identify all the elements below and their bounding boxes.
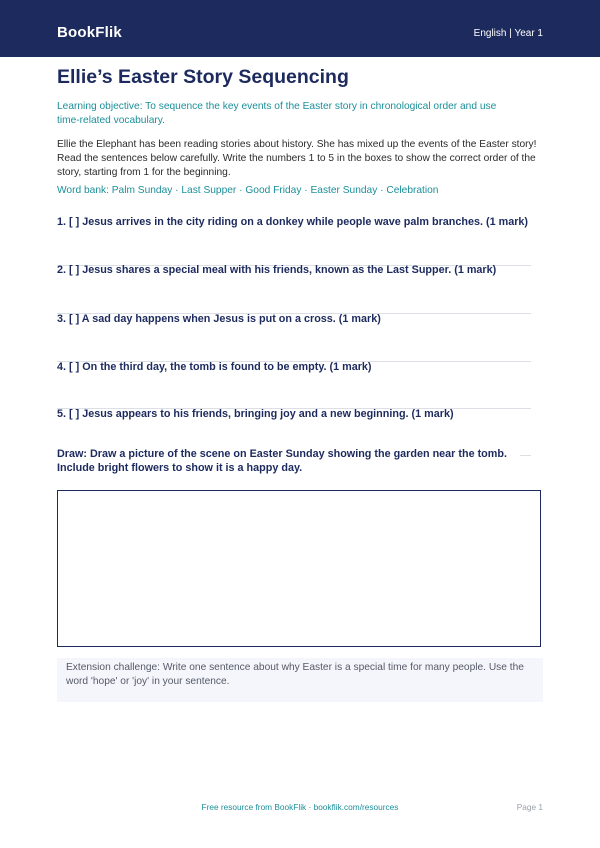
- question-3[interactable]: 3. [ ] A sad day happens when Jesus is put on a cross. (1 mark): [57, 313, 381, 325]
- question-4[interactable]: 4. [ ] On the third day, the tomb is found to be empty. (1 mark): [57, 361, 372, 373]
- extension-challenge: Extension challenge: Write one sentence about why Easter is a special time for many people. Use the word 'hope' or 'joy' in your sentence.: [57, 658, 543, 702]
- learning-objective: Learning objective: To sequence the key events of the Easter story in chronological order and use time-related vocabulary.: [57, 101, 497, 126]
- intro-text: Ellie the Elephant has been reading stories about history. She has mixed up the events of the Easter story! Read the sentences below carefully. Write the numbers 1 to 5 in the boxes to show the correct order of the story, starting from 1 for the beginning.: [57, 139, 537, 178]
- drawing-area[interactable]: [57, 490, 541, 647]
- page-number: Page 1: [516, 802, 543, 812]
- footer-credit-link[interactable]: Free resource from BookFlik · bookflik.com/resources: [201, 802, 399, 812]
- page-title: Ellie’s Easter Story Sequencing: [57, 66, 349, 88]
- word-bank: Word bank: Palm Sunday · Last Supper · Good Friday · Easter Sunday · Celebration: [57, 185, 439, 196]
- header-bar: [0, 0, 600, 57]
- brand-logo[interactable]: BookFlik: [57, 24, 122, 41]
- question-5[interactable]: 5. [ ] Jesus appears to his friends, bringing joy and a new beginning. (1 mark): [57, 408, 454, 420]
- question-2[interactable]: 2. [ ] Jesus shares a special meal with his friends, known as the Last Supper. (1 mark): [57, 264, 497, 276]
- draw-prompt: Draw: Draw a picture of the scene on Easter Sunday showing the garden near the tomb. Include bright flowers to show it is a happy day.: [57, 448, 507, 474]
- question-1[interactable]: 1. [ ] Jesus arrives in the city riding on a donkey while people wave palm branches. (1 mark): [57, 216, 529, 228]
- subject-label: English | Year 1: [473, 28, 543, 39]
